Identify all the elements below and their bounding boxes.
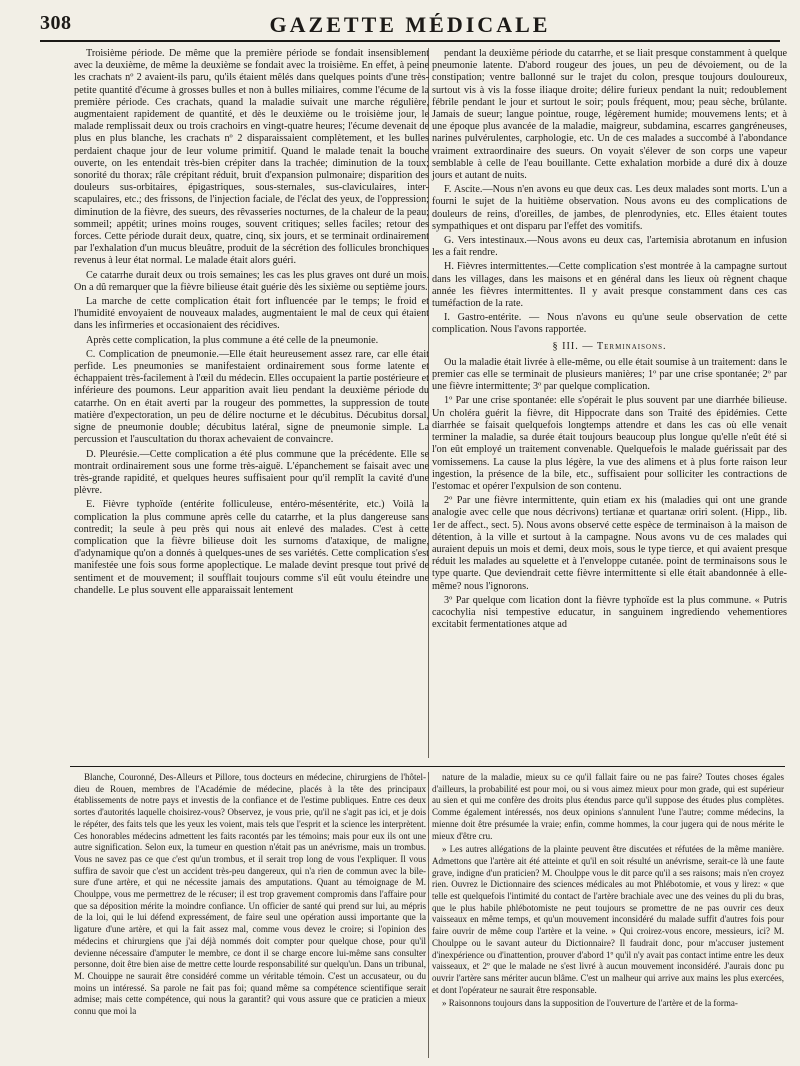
- feuilleton-separator: [70, 766, 785, 767]
- paragraph: nature de la maladie, mieux su ce qu'il fallait faire ou ne pas faire? Toutes choses égales d'ailleurs, la probabilité est pour moi, ou si vous aimez mieux pour mon grade, qui est supérieur au sien et qui me confère des droits plus étendus parce qu'il suppose des études plus complètes. Comme également intéressés, nos deux opinions s'annulent l'une l'autre; comme médecins, la mienne doit être présumée la vraie; enfin, comme hommes, la cour jugera qui de nous mérite le mieux d'être cru.: [432, 772, 784, 841]
- paragraph: pendant la deuxième période du catarrhe, et se liait presque constamment à quelque pneumonie latente. D'abord rougeur des joues, un peu de dévoiement, ou de la constipation; ventre ballonné sur le trajet du colon, presque toujours douloureux, surtout vis à vis la fosse iliaque droite; délire furieux pendant la nuit; redoublement fébrile pendant le jour et surtout le soir; pouls fréquent, mou; peau sèche, brûlante. Jamais de sueur; langue pointue, rouge, légèrement humide; mouvemens lents; et à une époque plus avancée de la maladie, maigreur, subdamina, escarres gangréneuses, narines pulvérulentes, carphologie, etc. Un de ces malades a succombé à l'abondance vraiment extraordinaire des sueurs. On voyait s'élever de son corps une vapeur semblable à celle de l'eau bouillante. Cette exhalation morbide a duré dix à douze jours et autant de nuits.: [432, 48, 787, 182]
- paragraph: 3º Par quelque com lication dont la fièvre typhoïde est la plus commune. « Putris cacochylia nisi tempestive educatur, in sanguinem ingrediendo vehementiores excitabit fermentationes atque ad: [432, 594, 787, 631]
- paragraph: E. Fièvre typhoïde (entérite folliculeuse, entéro-mésentérite, etc.) Voilà la complication la plus commune après celle du catarrhe, et la plus dangereuse sans contredit; la seule à peu près qui nous ait enlevé des malades. C'est à cette complication que la fièvre bilieuse doit les surnoms d'ataxique, de maligne, d'adynamique qu'on a donnés à quelques-unes de ses variétés. Cette complication s'est manifestée une fois sous forme apoplectique. Le malade devint presque tout privé de sentiment et de mouvement; il soufflait toujours comme s'il eût voulu éteindre une chandelle. Le plus souvent elle apparaissait lentement: [74, 499, 429, 596]
- section-heading: § III. — Terminaisons.: [552, 340, 667, 352]
- page-number: 308: [40, 12, 72, 34]
- main-text-left-column: [74, 48, 429, 599]
- paragraph: C. Complication de pneumonie.—Elle était heureusement assez rare, car elle était perfide. Les pneumonies se manifestaient ordinairement sous forme latente et échappaient très-facilement à l'œil du médecin. Elles occupaient la partie postérieure et inférieure des poumons. Leur apparition avait lieu pendant la deuxième période du catarrhe. On en était averti par la rougeur des pommettes, la suppression de toute matière d'expectoration, un peu de délire nocturne et le décubitus. Décubitus dorsal, signe de pneumonie double; décubitus latéral, signe de pneumonie simple. La percussion et l'auscultation du thorax achevaient de convaincre.: [74, 348, 429, 446]
- journal-title: GAZETTE MÉDICALE: [269, 12, 551, 37]
- paragraph: La marche de cette complication était fort influencée par le temps; le froid et l'humidité envoyaient de nouveaux malades, augmentaient le mal de ceux qui étaient dans les infirmeries et occasionaient des récidives.: [74, 296, 429, 332]
- paragraph: H. Fièvres intermittentes.—Cette complication s'est montrée à la campagne surtout dans les villages, dans les maisons et en général dans les lieux où règnent chaque année les fièvres intermittentes. Il y avait presque constamment dans ces cas tuméfaction de la rate.: [432, 261, 787, 310]
- paragraph: Après cette complication, la plus commune a été celle de la pneumonie.: [86, 334, 379, 346]
- paragraph: » Raisonnons toujours dans la supposition de l'ouverture de l'artère et de la forma-: [442, 998, 738, 1009]
- feuilleton-left-column: [74, 772, 426, 1020]
- paragraph: I. Gastro-entérite. — Nous n'avons eu qu'une seule observation de cette complication. Nous l'avons rapportée.: [432, 312, 787, 336]
- notes-column-divider: [428, 772, 429, 1058]
- paragraph: Ou la maladie était livrée à elle-même, ou elle était soumise à un traitement: dans le premier cas elle se terminait de plusieurs manières; 1º par une crise spontanée; 2º par une fièvre intermittente; 3º par quelque complication.: [432, 356, 787, 393]
- main-text-right-column: [432, 48, 787, 633]
- paragraph: 2º Par une fièvre intermittente, quin etiam ex his (maladies qui ont une grande analogie avec celle que nous décrivons) tertianæ et quartanæ oriri solent. (Hipp., lib. 1er de affect., sect. 5). Nous avons observé cette espèce de terminaison à la maison de détention, à la ville et surtout à la campagne. Nous avons vu de ces malades qui auraient depuis un mois et demi, deux mois, sous le type tierce, et qui avaient presque réduit les malades au squelette et à l'enveloppe cutanée. point de terminaisons sous le type quarte. Que deviendrait cette fièvre intermittente si elle était abandonnée à elle-même? nous l'ignorons.: [432, 495, 787, 592]
- paragraph: Ce catarrhe durait deux ou trois semaines; les cas les plus graves ont duré un mois. On a dû remarquer que la fièvre bilieuse était guérie dès les sixième ou septième jours.: [74, 269, 429, 293]
- paragraph: Blanche, Couronné, Des-Alleurs et Pillore, tous docteurs en médecine, chirurgiens de l'hôtel-dieu de Rouen, membres de l'Académie de médecine, placés à la tête des principaux établissements de notre pays et investis de la confiance et de l'estime publiques. Entre ces deux sortes d'autorités laquelle choisirez-vous? Observez, je vous prie, qu'il ne s'agit pas ici, et je dois le répéter, des faits tels que les yeux les voient, mais tels que l'esprit et la science les interprètent. Ces honorables médecins admettent les faits racontés par les témoins; mais pour eux ils ont une autre signification. Selon eux, la tumeur en question n'était pas un anévrisme, mais un trombus. Vous ne savez pas ce que c'est qu'un trombus, et il serait trop long de vous l'expliquer. Il vous suffira de savoir que c'est un accident très-peu dangereux, qui n'a rien de commun avec la bile-sure d'une artère, et qui ne nécessite jamais des amputations. Quant au témoignage de M. Choulppe, vous me permettrez de le récuser; il est trop gravement compromis dans l'affaire pour que sa déposition mérite la moindre confiance. Un officier de santé qui prend sur lui, au mépris de la loi, qui le lui défend expressément, de faire seul une opération aussi importante que la ligature d'une artère, et qui la fait assez mal, comme vous devez le croire; si l'opinion des médecins et chirurgiens que j'ai déjà nommés doit compter pour quelque chose, pour qu'il devienne nécessaire d'amputer le membre, ce dont il se charge encore lui-même sans consulter personne, doit être bien aise de mettre cette lourde responsabilité sur quelqu'un. Dans un tribunal, M. Chouippe ne saurait être considéré comme un véritable témoin. C'est un accusateur, ou du moins un intéressé. Sa parole ne fait pas foi; quand même sa compétence scientifique serait admise; mais cette compétence, qui nous la garantit? qui vous assure que ce praticien a mieux connu que moi la: [74, 772, 426, 1017]
- paragraph: G. Vers intestinaux.—Nous avons eu deux cas, l'artemisia abrotanum en infusion les a fait rendre.: [432, 235, 787, 259]
- paragraph: 1º Par une crise spontanée: elle s'opérait le plus souvent par une diarrhée bilieuse. Un choléra guérit la fièvre, dit Hippocrate dans son Traité des épidémies. Cette diarrhée se faisait quelquefois longtemps attendre et dans les cas où elle venait terminer la maladie, sa durée était toujours beaucoup plus longue qu'elle n'eût été si l'on eût employé un traitement convenable. Quelquefois le malade guérissait par des vomissemens. La cause la plus légère, la vue des alimens et à plus forte raison leur ingestion, la présence de la bile, etc., suffisaient pour solliciter les contractions de l'estomac et opérer l'expulsion de son contenu.: [432, 395, 787, 492]
- page-header: [40, 10, 780, 42]
- paragraph: D. Pleurésie.—Cette complication a été plus commune que la précédente. Elle se montrait ordinairement sous une forme très-aiguë. L'épanchement se faisait avec une très-grande rapidité, et quelques heures suffisaient pour qu'il remplît la cavité d'une plèvre.: [74, 448, 429, 497]
- paragraph: » Les autres allégations de la plainte peuvent être discutées et réfutées de la même manière. Admettons que l'artère ait été atteinte et qu'il en soit résulté un anévrisme, serait-ce là une faute grave, indigne d'un praticien? M. Choulppe vous le dit parce qu'il a ses raisons; mais n'en croyez rien. Ouvrez le Dictionnaire des sciences médicales au mot Phlébotomie, et vous y lirez: « que telle est quelquefois l'intimité du contact de l'artère brachiale avec une des veines du pli du bras, que le plus habile phlébotomiste ne peut toujours se promettre de ne pas ouvrir ces deux vaisseaux en même temps, et qu'un mouvement inconsidéré du malade suffit d'autres fois pour faire ouvrir de même coup l'artère et la veine. » Qui croirez-vous encore, messieurs, ici? M. Choulppe ou le savant auteur du Dictionnaire? Il faudrait donc, pour m'accuser justement d'inexpérience ou d'inattention, prouver d'abord 1º qu'il n'y avait pas contact intime entre les deux vaisseaux, et 2º que le malade ne s'est livré à aucun mouvement inconsidéré. J'aurais donc pu ouvrir l'artère sans mériter aucun blâme. C'est un malheur qui arrive aux mains les plus exercées, et dont l'opérateur ne saurait être responsable.: [432, 844, 784, 995]
- feuilleton-right-column: [432, 772, 784, 1012]
- paragraph: Troisième période. De même que la première période se fondait insensiblement avec la deuxième, de même la deuxième se fondait avec la troisième. En effet, à peine les crachats nº 2 avaient-ils paru, qu'ils étaient mêlés dans quelques points d'une très-petite quantité d'écume à grosses bulles et non à bulles miliaires, comme l'écume de la première période. Ces crachats, quand la maladie suivait une marche régulière, augmentaient rapidement de quantité, et dès le deuxième ou le troisième jour, le malade remplissait deux ou trois crachoirs en vingt-quatre heures; l'écume devenait de plus en plus blanche, les crachats nº 2 disparaissaient complètement, et les bulles perdaient chaque jour de leur volume primitif. Quand le malade tenait la bouche ouverte, on les entendait très-bien crépiter dans la trachée; diminution de la toux; sonorité du thorax; râle crépitant réduit, bruit d'expansion pulmonaire; disparition des douleurs sus-orbitaires, épigastriques, sous-sternales, sus-claviculaires, inter-scapulaires, etc.; des frissons, de l'injection faciale, de l'éclat des yeux, de l'oppression; diminution de la fièvre, des sueurs, des rêvasseries nocturnes, de la chaleur de la peau; sommeil; appétit; urines moins rouges, souvent critiques; selles faciles; retour des forces. Cette période durait deux, quatre, cinq, six jours, et se terminait ordinairement par l'exhalation d'un mucus bleuâtre, produit de la sécrétion des follicules bronchiques revenus à leur état normal. Le malade était alors guéri.: [74, 48, 429, 267]
- paragraph: F. Ascite.—Nous n'en avons eu que deux cas. Les deux malades sont morts. L'un a fourni le sujet de la huitième observation. Nous avons eu des complications de douleurs de reins, d'oreilles, de jambes, de plenrodynies, etc. Elles étaient toutes sympathiques et ont disparu par l'effet des vomitifs.: [432, 184, 787, 232]
